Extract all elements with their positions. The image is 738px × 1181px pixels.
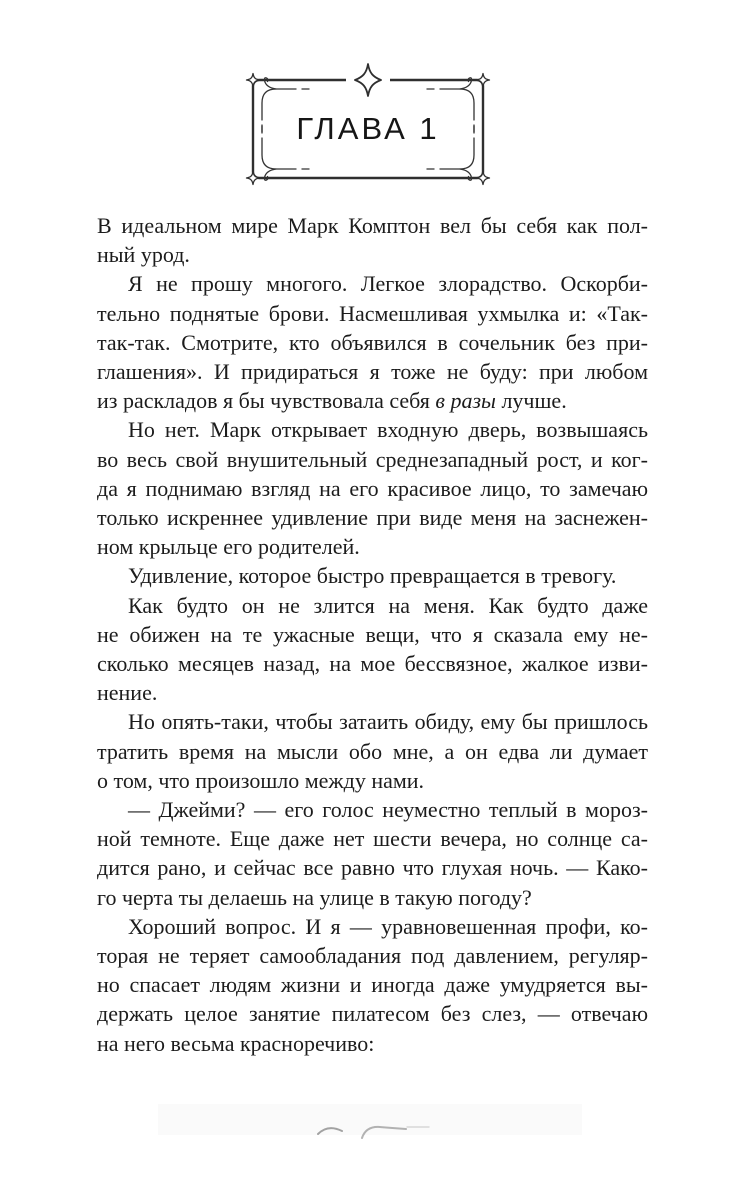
page-fade-artifact [155, 1098, 585, 1144]
text-line: Удивление, которое быстро превращается в тревогу. [128, 563, 617, 589]
text-line: — Джейми? — его голос неуместно теплый в мороз- [128, 797, 648, 823]
text-line: только искреннее удивление при виде меня на заснежен- [97, 505, 648, 531]
text-line: не обижен на те ужасные вещи, что я сказала ему не- [97, 621, 648, 647]
text-line: так-так. Смотрите, кто объявился в сочельник без при- [97, 329, 648, 355]
text-line: глашения». И придираться я тоже не буду: при любом [97, 359, 648, 385]
text-line: ной темноте. Еще даже нет шести вечера, но солнце са- [97, 826, 648, 852]
diamond-sparkle-icon [355, 64, 381, 96]
text-line: сколько месяцев назад, на мое бессвязное, жалкое изви- [97, 651, 648, 677]
text-line: тельно поднятые брови. Насмешливая ухмылка и: «Так- [97, 300, 648, 326]
text-line: но спасает людям жизни и иногда даже умудряется вы- [97, 972, 648, 998]
chapter-title: ГЛАВА 1 [296, 111, 440, 146]
text-line: Но нет. Марк открывает входную дверь, возвышаясь [128, 417, 648, 443]
text-line: Хороший вопрос. И я — уравновешенная профи, ко- [128, 913, 648, 939]
text-line: тратить время на мысли обо мне, а он едва ли думает [97, 738, 648, 764]
text-line: Но опять-таки, чтобы затаить обиду, ему бы пришлось [128, 709, 648, 735]
text-line: из раскладов я бы чувствовала себя в разы лучше. [97, 388, 567, 414]
text-line: В идеальном мире Марк Комптон вел бы себя как пол- [97, 213, 648, 238]
text-line: о том, что произошло между нами. [97, 767, 425, 793]
text-line: торая не теряет самообладания под давлением, регуляр- [97, 943, 648, 969]
text-line: на него весьма красноречиво: [97, 1030, 375, 1056]
text-line: держать целое занятие пилатесом без слез, — отвечаю [97, 1001, 648, 1027]
text-line: Как будто он не злится на меня. Как будто даже [128, 592, 648, 618]
text-line: го черта ты делаешь на улице в такую погоду? [97, 884, 532, 910]
text-line: Я не прошу многого. Легкое злорадство. Оскорби- [128, 271, 648, 297]
text-line: ном крыльце его родителей. [97, 534, 360, 560]
text-line: дится рано, и сейчас все равно что глухая ночь. — Како- [97, 855, 648, 881]
text-line: во весь свой внушительный среднезападный рост, и ког- [97, 446, 648, 472]
text-line: нение. [97, 680, 158, 706]
text-line: ный урод. [97, 242, 190, 268]
text-line: да я поднимаю взгляд на его красивое лицо, то замечаю [97, 475, 648, 501]
body-text [97, 211, 648, 1058]
